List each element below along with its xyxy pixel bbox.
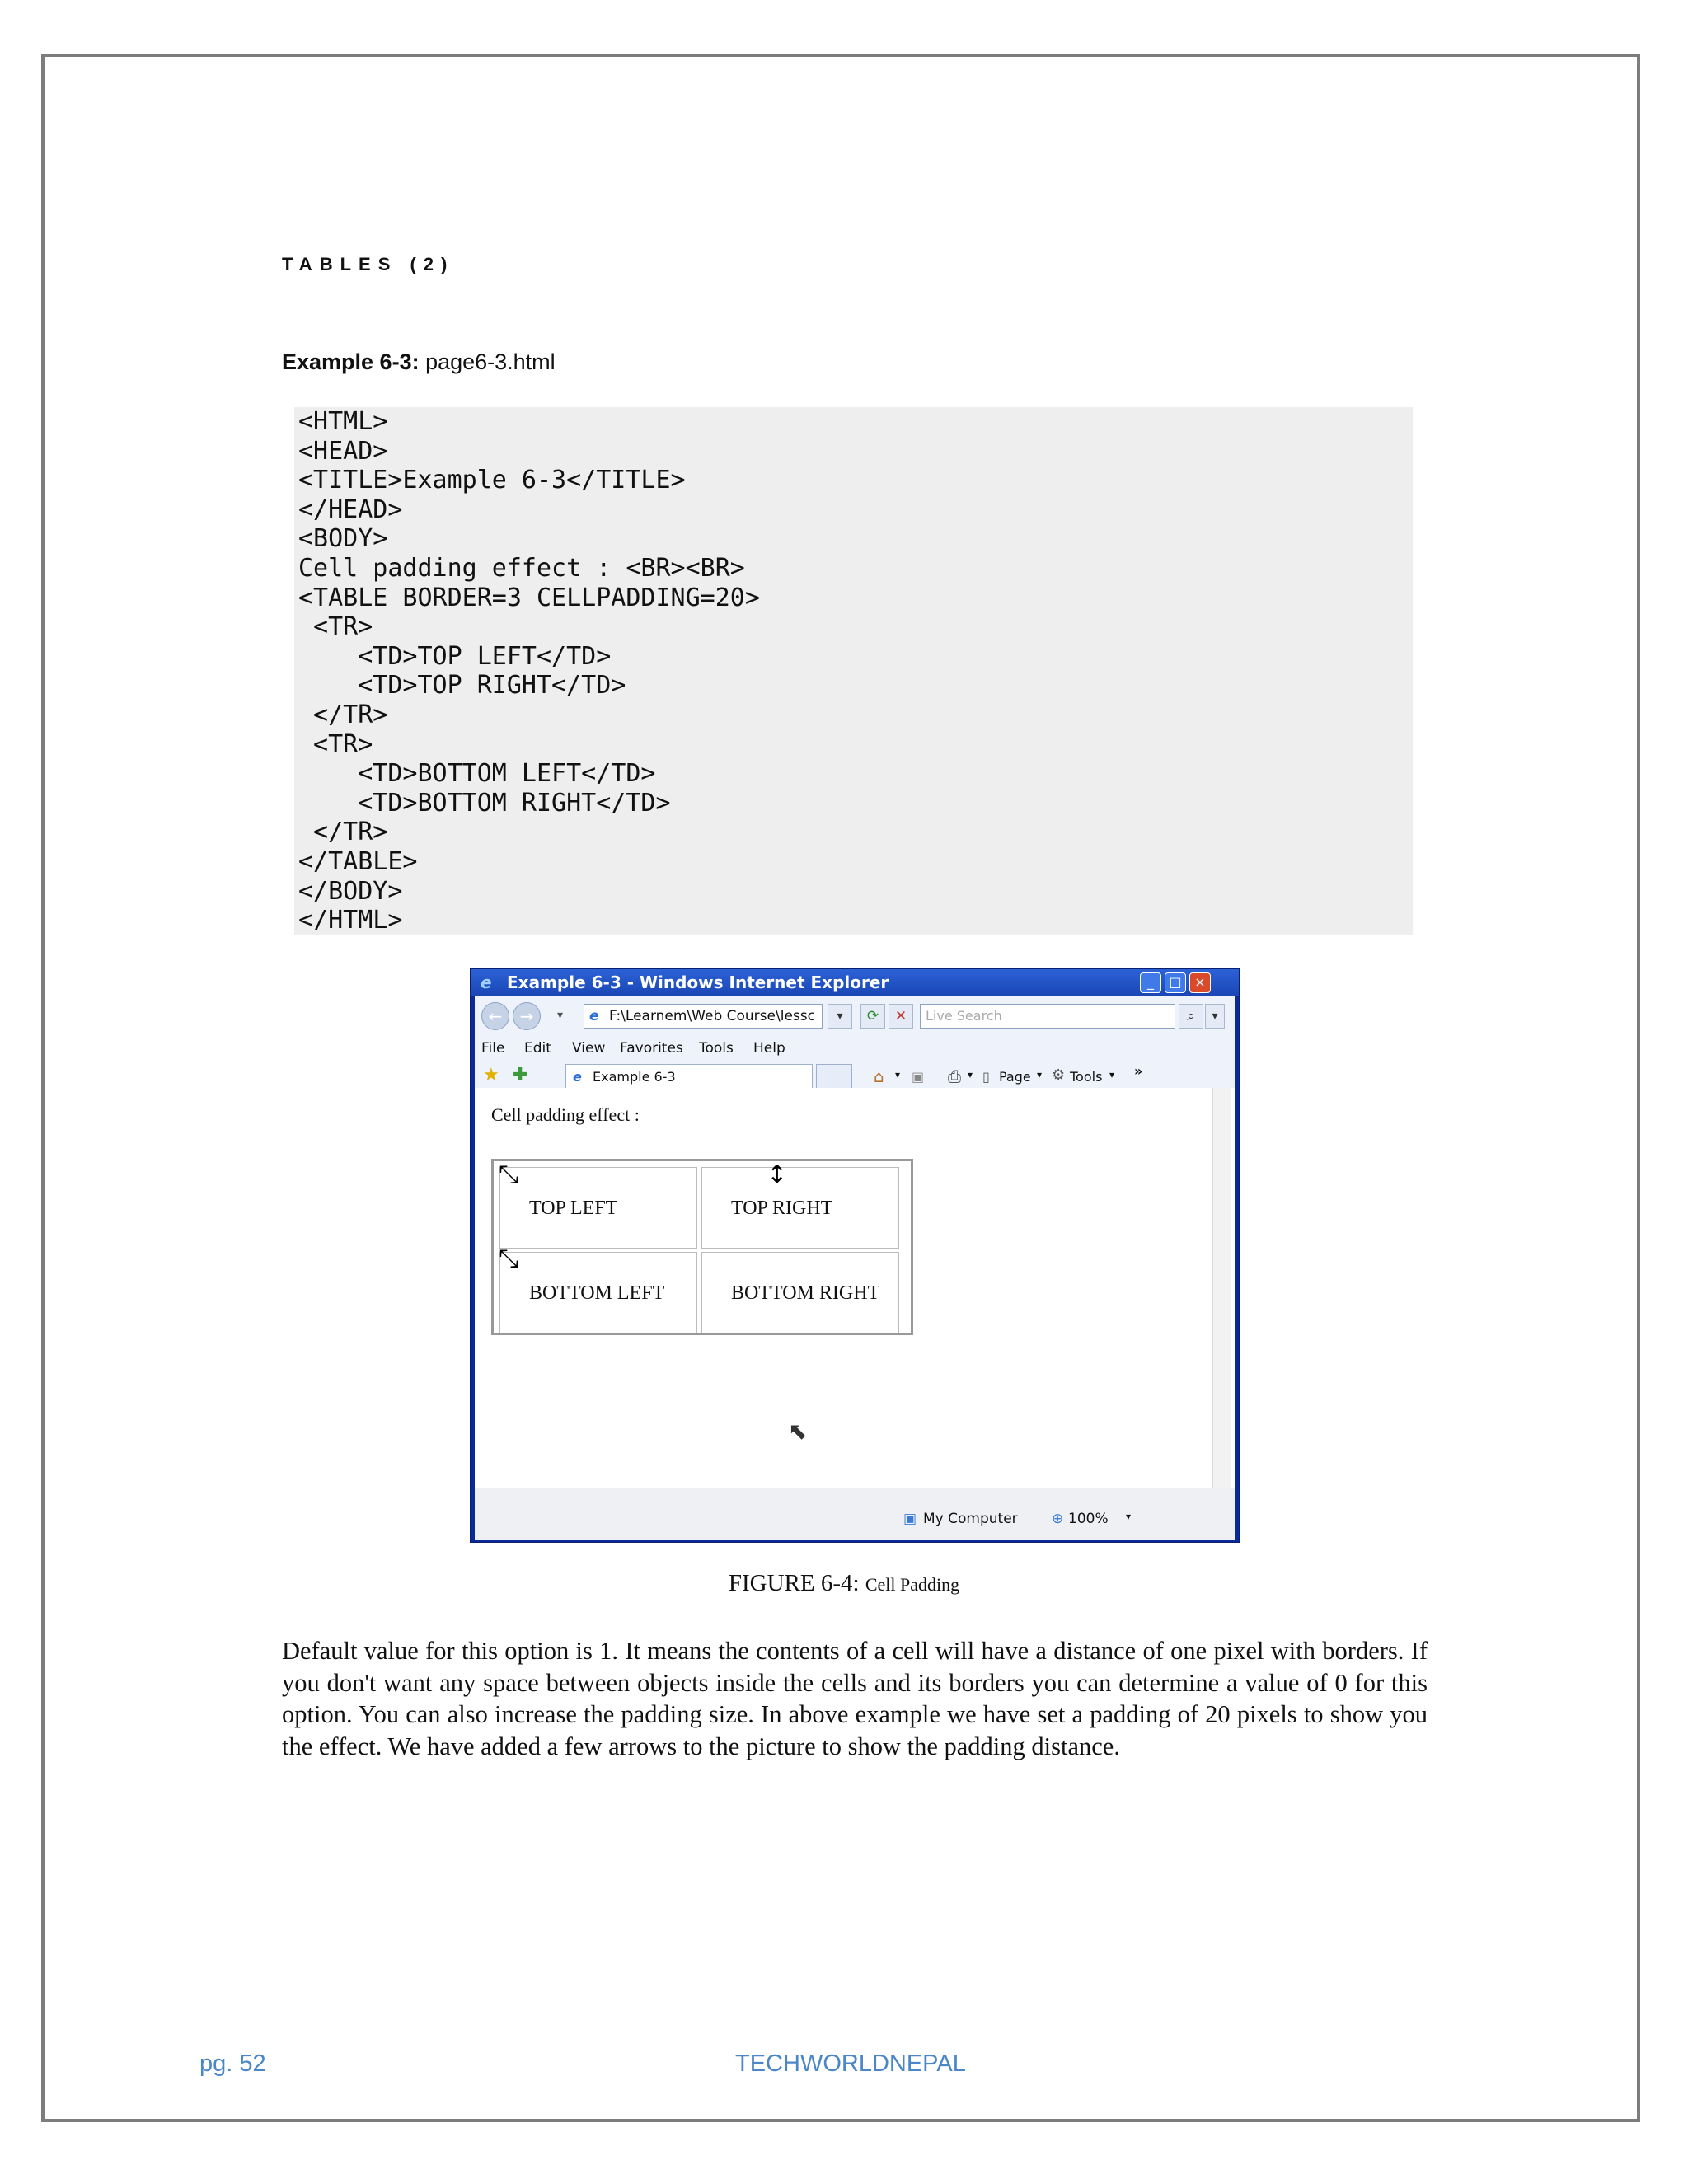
- code-line: <TR>: [298, 729, 373, 759]
- code-line: Cell padding effect : <BR><BR>: [298, 553, 745, 583]
- search-input: [920, 1004, 1175, 1029]
- footer-brand: TECHWORLDNEPAL: [735, 2050, 966, 2077]
- new-tab-icon: [816, 1064, 852, 1090]
- back-icon: ←: [481, 1002, 509, 1030]
- computer-icon: ▣: [903, 1511, 917, 1527]
- code-line: <TITLE>Example 6-3</TITLE>: [298, 466, 686, 495]
- feeds-icon: ▣: [912, 1069, 925, 1085]
- address-text: F:\Learnem\Web Course\lessc: [609, 1008, 815, 1024]
- code-line: <TD>TOP RIGHT</TD>: [298, 671, 626, 701]
- code-line: </HTML>: [298, 906, 403, 935]
- print-dropdown-icon: ▾: [968, 1069, 973, 1080]
- status-zone: My Computer: [923, 1511, 1018, 1527]
- cell-top-right: TOP RIGHT: [701, 1167, 899, 1249]
- example-filename: page6-3.html: [419, 349, 556, 374]
- home-icon: ⌂: [874, 1066, 884, 1086]
- zoom-dropdown-icon: ▾: [1126, 1511, 1132, 1522]
- browser-title: Example 6-3 - Windows Internet Explorer: [507, 972, 889, 992]
- example-label: Example 6-3:: [282, 349, 420, 374]
- code-line: <TR>: [298, 612, 373, 642]
- tab-page-icon: e: [573, 1069, 582, 1085]
- address-bar: [584, 1004, 823, 1029]
- menu-view: View: [572, 1040, 606, 1057]
- code-line: <TD>BOTTOM LEFT</TD>: [298, 759, 656, 789]
- page-icon: e: [589, 1008, 599, 1024]
- cell-bottom-left: BOTTOM LEFT: [499, 1252, 697, 1333]
- refresh-icon: ⟳: [860, 1004, 885, 1029]
- favorites-star-icon: ★: [483, 1065, 499, 1085]
- tab-example: [565, 1064, 813, 1090]
- gear-icon: ⚙: [1052, 1066, 1066, 1084]
- browser-screenshot: [470, 968, 1240, 1543]
- menu-edit: Edit: [524, 1040, 551, 1057]
- menu-favorites: Favorites: [620, 1040, 683, 1057]
- section-heading: TABLES (2): [282, 254, 455, 274]
- browser-toolbar: [475, 996, 1235, 1088]
- demo-table: [491, 1159, 913, 1335]
- browser-content: [475, 1088, 1235, 1488]
- tools-dropdown-icon: ▾: [1109, 1069, 1115, 1080]
- code-line: </TR>: [298, 818, 388, 847]
- chevron-more-icon: »: [1134, 1063, 1143, 1079]
- figure-title: Cell Padding: [865, 1574, 960, 1595]
- code-line: </TR>: [298, 700, 388, 729]
- menu-help: Help: [753, 1040, 785, 1057]
- figure-caption: [0, 1570, 1688, 1597]
- cell-top-left: TOP LEFT: [499, 1167, 697, 1249]
- padding-arrow-icon: ↕: [767, 1160, 788, 1189]
- menu-file: File: [481, 1040, 505, 1057]
- zoom-icon: ⊕: [1052, 1511, 1064, 1527]
- padding-arrow-icon: ⤡: [499, 1160, 518, 1189]
- forward-icon: →: [513, 1002, 541, 1030]
- browser-titlebar: [471, 969, 1239, 996]
- scrollbar: [1212, 1088, 1231, 1488]
- minimize-icon: _: [1140, 972, 1161, 993]
- menu-bar: [475, 1035, 1235, 1060]
- tools-menu-label: Tools: [1070, 1069, 1103, 1085]
- padding-arrow-icon: ⤡: [499, 1244, 518, 1273]
- zoom-level: 100%: [1068, 1511, 1109, 1527]
- page-number: pg. 52: [199, 2050, 266, 2077]
- stop-icon: ✕: [889, 1004, 913, 1029]
- page-menu-label: Page: [999, 1069, 1031, 1085]
- code-line: </HEAD>: [298, 494, 403, 524]
- code-line: <TD>TOP LEFT</TD>: [298, 641, 612, 671]
- code-line: <TD>BOTTOM RIGHT</TD>: [298, 788, 671, 818]
- status-bar: [475, 1488, 1235, 1540]
- search-dropdown-icon: ▾: [1205, 1004, 1225, 1029]
- search-placeholder: Live Search: [926, 1008, 1002, 1024]
- content-text: Cell padding effect :: [491, 1104, 640, 1125]
- tab-label: Example 6-3: [593, 1069, 676, 1085]
- cell-bottom-right: BOTTOM RIGHT: [701, 1252, 899, 1333]
- menu-tools: Tools: [699, 1040, 734, 1057]
- page-menu-icon: ▯: [982, 1069, 990, 1085]
- maximize-icon: □: [1165, 972, 1186, 993]
- body-paragraph: Default value for this option is 1. It means the contents of a cell will have a distance of one pixel with borders. If you don't want any space between objects inside the cells and its borders you can determine a value of 0 for this option. You can also increase the padding size. In above example we have set a padding of 20 pixels to show you the effect. We have added a few arrows to the picture to show the padding distance.: [282, 1637, 1428, 1760]
- code-line: <HEAD>: [298, 436, 388, 466]
- code-block: [294, 407, 1413, 935]
- close-icon: ×: [1189, 972, 1211, 993]
- history-dropdown-icon: ▾: [557, 1009, 564, 1022]
- code-line: <TABLE BORDER=3 CELLPADDING=20>: [298, 583, 760, 612]
- code-line: </BODY>: [298, 876, 403, 906]
- ie-logo-icon: e: [481, 972, 492, 992]
- page-dropdown-icon: ▾: [1037, 1069, 1043, 1080]
- example-caption: [282, 349, 556, 375]
- code-line: <BODY>: [298, 524, 388, 554]
- address-dropdown-icon: ▾: [828, 1004, 852, 1029]
- figure-label: FIGURE 6-4:: [728, 1570, 860, 1596]
- code-line: <HTML>: [298, 407, 388, 436]
- search-icon: ⌕: [1179, 1004, 1203, 1029]
- favorites-bar: [475, 1062, 1235, 1088]
- code-line: </TABLE>: [298, 846, 418, 876]
- add-favorite-icon: ✚: [513, 1065, 528, 1085]
- mouse-cursor-icon: ⬉: [788, 1418, 808, 1445]
- print-icon: ⎙: [948, 1066, 961, 1086]
- home-dropdown-icon: ▾: [895, 1069, 901, 1080]
